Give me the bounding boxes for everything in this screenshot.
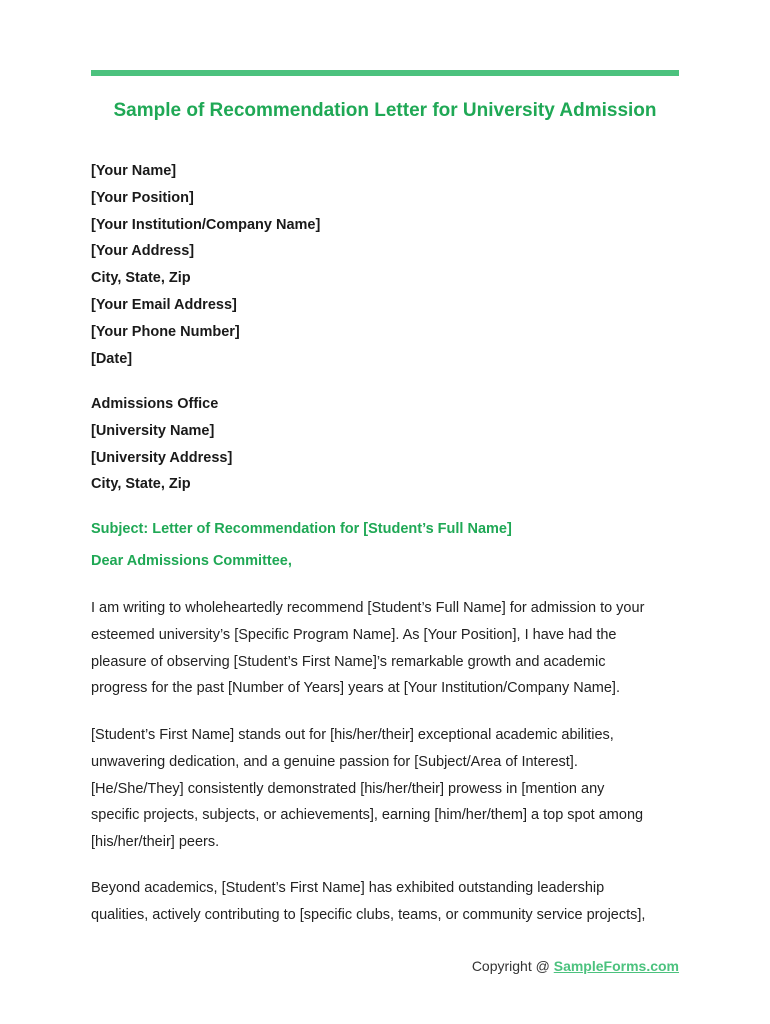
paragraph-line: unwavering dedication, and a genuine passion for [Subject/Area of Interest].	[91, 753, 578, 770]
body-paragraph-1	[91, 595, 681, 702]
sender-name: [Your Name]	[91, 163, 177, 179]
paragraph-line: qualities, actively contributing to [specific clubs, teams, or community service projects],	[91, 906, 646, 923]
paragraph-line: pleasure of observing [Student’s First Name]’s remarkable growth and academic	[91, 653, 606, 670]
body-paragraph-2	[91, 722, 681, 856]
paragraph-line: esteemed university’s [Specific Program Name]. As [Your Position], I have had the	[91, 626, 617, 643]
sender-city-state-zip: City, State, Zip	[91, 270, 191, 287]
recipient-university-address: [University Address]	[91, 449, 233, 466]
body-paragraph-3	[91, 875, 681, 929]
paragraph-line: [Student’s First Name] stands out for [his/her/their] exceptional academic abilities,	[91, 727, 614, 743]
copyright-footer	[472, 958, 679, 974]
paragraph-line: I am writing to wholeheartedly recommend [Student’s Full Name] for admission to your	[91, 600, 645, 616]
recipient-university-name: [University Name]	[91, 422, 215, 439]
sender-block	[91, 158, 320, 372]
paragraph-line: progress for the past [Number of Years] years at [Your Institution/Company Name].	[91, 680, 620, 697]
sender-institution: [Your Institution/Company Name]	[91, 216, 321, 233]
subject-line: Subject: Letter of Recommendation for [Student’s Full Name]	[91, 521, 512, 537]
letter-date: [Date]	[91, 350, 133, 367]
recipient-city-state-zip: City, State, Zip	[91, 476, 191, 493]
sampleforms-link[interactable]: SampleForms.com	[553, 958, 679, 974]
salutation: Dear Admissions Committee,	[91, 553, 292, 569]
recipient-office: Admissions Office	[91, 396, 219, 412]
sender-position: [Your Position]	[91, 189, 194, 206]
sender-phone: [Your Phone Number]	[91, 323, 240, 340]
sender-email: [Your Email Address]	[91, 296, 237, 313]
document-title: Sample of Recommendation Letter for University Admission	[113, 100, 657, 121]
paragraph-line: [He/She/They] consistently demonstrated [his/her/their] prowess in [mention any	[91, 780, 605, 797]
paragraph-line: [his/her/their] peers.	[91, 834, 220, 851]
paragraph-line: Beyond academics, [Student’s First Name] has exhibited outstanding leadership	[91, 880, 605, 896]
top-accent-rule	[91, 70, 679, 76]
copyright-prefix: Copyright @	[471, 958, 554, 974]
recipient-block	[91, 391, 232, 498]
sender-address: [Your Address]	[91, 243, 195, 260]
paragraph-line: specific projects, subjects, or achievements], earning [him/her/them] a top spot among	[91, 807, 644, 824]
